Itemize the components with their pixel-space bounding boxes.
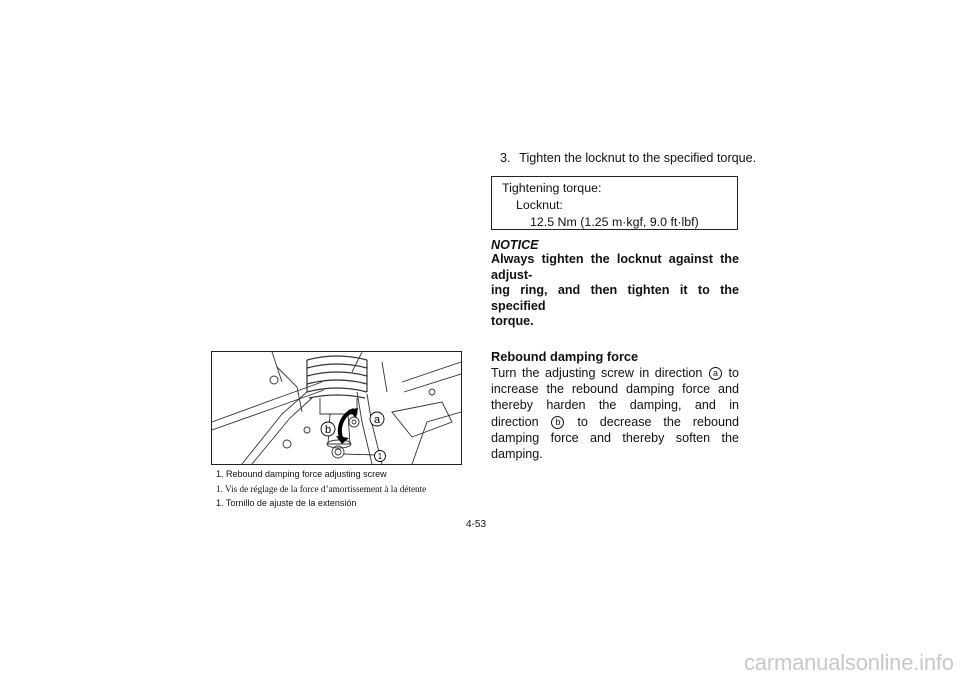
section-text: Turn the adjusting screw in direction	[491, 366, 703, 380]
shock-absorber-figure	[211, 351, 462, 465]
section-text: to increase the rebound damping force and thereby harden the damping, and in direction	[491, 366, 740, 429]
notice-heading: NOTICE	[491, 238, 539, 252]
shock-absorber-illustration	[212, 352, 461, 464]
section-heading: Rebound damping force	[491, 349, 639, 364]
torque-spec-box	[491, 176, 738, 230]
watermark: carmanualsonline.info	[744, 650, 954, 675]
step-text: Tighten the locknut to the specified torque.	[519, 151, 757, 165]
section-body	[491, 365, 739, 462]
callout-1: 1	[377, 452, 383, 461]
direction-a-marker: a	[709, 367, 722, 380]
notice-line: torque.	[491, 314, 534, 328]
notice-line: Always tighten the locknut against the adjust-	[491, 252, 739, 282]
torque-label: Tightening torque:	[502, 181, 602, 195]
step-number: 3.	[500, 151, 511, 165]
callout-b: b	[324, 424, 332, 436]
section-text: to decrease the rebound damping force and thereby soften the damping.	[491, 414, 739, 462]
step-3	[500, 151, 757, 165]
torque-item: Locknut:	[516, 198, 563, 212]
torque-value: 12.5 Nm (1.25 m·kgf, 9.0 ft·lbf)	[530, 215, 699, 229]
notice-line: ing ring, and then tighten it to the specified	[491, 283, 739, 313]
notice-body	[491, 252, 739, 330]
caption-english: 1. Rebound damping force adjusting screw	[216, 469, 387, 479]
direction-b-marker: b	[551, 416, 564, 429]
caption-french: 1. Vis de réglage de la force d’amortissement à la détente	[216, 484, 427, 494]
caption-spanish: 1. Tornillo de ajuste de la extensión	[216, 498, 357, 508]
callout-a: a	[373, 414, 381, 426]
page-number: 4-53	[466, 519, 487, 530]
